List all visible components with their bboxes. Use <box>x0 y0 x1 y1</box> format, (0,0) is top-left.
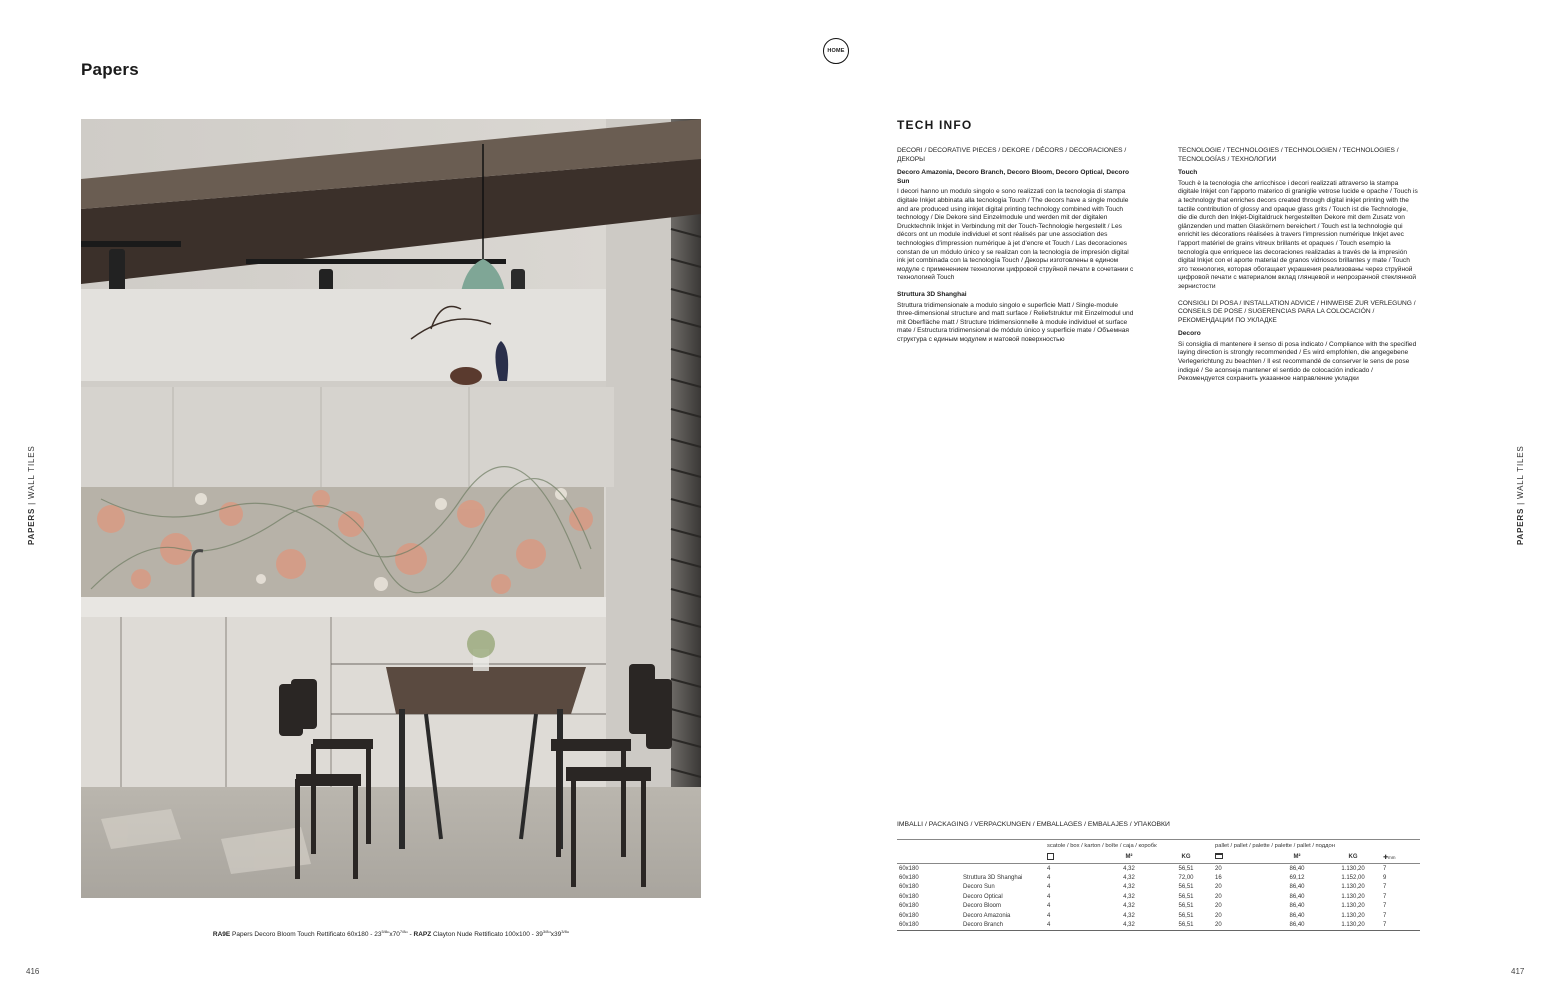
cell-pm2: 86,40 <box>1289 884 1305 891</box>
cell-pkg: 1.130,20 <box>1341 893 1365 900</box>
cell-boxes: 20 <box>1215 903 1222 910</box>
unit-pallet-kg: KG <box>1348 854 1358 861</box>
cell-m2: 4,32 <box>1123 884 1135 891</box>
structure-subheading: Struttura 3D Shanghai <box>897 290 967 298</box>
cell-pm2: 69,12 <box>1289 874 1305 881</box>
cell-mm: 7 <box>1383 884 1387 891</box>
caption-frac-1b: 7/8 <box>399 929 406 934</box>
caption-code-2: RAPZ <box>413 931 432 939</box>
side-label-left <box>24 445 38 545</box>
cell-pcs: 4 <box>1047 874 1051 881</box>
cell-size: 60x180 <box>899 865 919 872</box>
caption-text-2c: " <box>566 931 570 939</box>
cell-pm2: 86,40 <box>1269 921 1325 931</box>
cell-boxes: 20 <box>1215 893 1222 900</box>
cell-mm: 7 <box>1383 893 1387 900</box>
tech-info-title: TECH INFO <box>897 118 973 132</box>
side-label-bold: PAPERS <box>27 507 36 545</box>
caption-text-1: Papers Decoro Bloom Touch Rettificato 60x180 - 23 <box>230 931 382 939</box>
cell-m2: 4,32 <box>1123 874 1135 881</box>
cell-boxes: 20 <box>1215 865 1222 872</box>
touch-paragraph: Touch è la tecnologia che arricchisce i decori realizzati attraverso la stampa digitale Inkjet con l'apporto materico di graniglie vetrose lucide e opache / Touch is a technology that enriches decors created through digital inkjet printing with the tactile contribution of glossy and opaque glass grits / Touch ist die Technologie, die die durch den Inkjet-Digitaldruck hergestellten Dekore mit dem Zusatz von glänzenden und matten Glaskörnern bereichert / Touch est la technologie qui enrichit les décorations réalisées à travers l'impression numérique Inkjet avec l'apport matériel de grains vitreux brillants et opaques / Touch esempio la tecnología que enriquece las decoraciones realizadas a través de la impresión digital Inkjet con el aporte material de granos vidriosos brillantes y mate / Touch это технология, которая обогащает украшения реализованы через струйной цифровой печати с материалом вклад глянцевой и непрозрачной стеклянной зернистости <box>1178 179 1418 290</box>
cell-kg: 56,51 <box>1178 884 1194 891</box>
cell-boxes: 20 <box>1215 912 1222 919</box>
cell-mm: 7 <box>1381 921 1420 931</box>
home-button[interactable] <box>823 38 849 64</box>
cell-m2: 4,32 <box>1099 921 1159 931</box>
cell-pkg: 1.130,20 <box>1341 884 1365 891</box>
caption-text-2b: "x39 <box>548 931 562 939</box>
caption-frac-1: 5/8 <box>381 929 388 934</box>
cell-name: Decoro Sun <box>963 884 995 891</box>
cell-size: 60x180 <box>899 912 919 919</box>
cell-pcs: 4 <box>1045 921 1099 931</box>
cell-boxes: 20 <box>1215 884 1222 891</box>
technologies-heading: TECNOLOGIE / TECHNOLOGIES / TECHNOLOGIEN / TECHNOLOGIES / TECNOLOGÍAS / ТЕХНОЛОГИИ <box>1178 147 1399 163</box>
decors-subheading: Decoro Amazonia, Decoro Branch, Decoro Bloom, Decoro Optical, Decoro Sun <box>897 169 1130 185</box>
cell-pm2: 86,40 <box>1289 865 1305 872</box>
kitchen-photo <box>81 119 701 898</box>
table-row <box>897 892 1420 902</box>
installation-heading: CONSIGLI DI POSA / INSTALLATION ADVICE / HINWEISE ZUR VERLEGUNG / CONSEILS DE POSE / SUGERENCIAS PARA LA COLOCACIÓN / РЕКОМЕНДАЦИИ ПО УКЛАДКЕ <box>1178 299 1416 324</box>
cell-mm: 7 <box>1383 903 1387 910</box>
unit-pallet-m2: M² <box>1293 854 1301 861</box>
page-title: Papers <box>81 60 139 79</box>
packaging-table <box>897 839 1420 931</box>
cell-pkg: 1.130,20 <box>1341 865 1365 872</box>
cell-name: Decoro Branch <box>961 921 1045 931</box>
cell-pcs: 4 <box>1047 903 1051 910</box>
table-row <box>897 911 1420 921</box>
cell-m2: 4,32 <box>1123 912 1135 919</box>
cell-size: 60x180 <box>899 893 919 900</box>
packaging-units-row <box>897 852 1420 864</box>
cell-kg: 56,51 <box>1178 903 1194 910</box>
cell-kg: 56,51 <box>1178 912 1194 919</box>
cell-kg: 56,51 <box>1159 921 1213 931</box>
cell-kg: 72,00 <box>1178 874 1194 881</box>
caption-frac-2: 3/8 <box>542 929 549 934</box>
page-number-left: 416 <box>26 967 40 976</box>
cell-name: Decoro Bloom <box>963 903 1002 910</box>
table-row <box>897 873 1420 883</box>
cell-pkg: 1.130,20 <box>1325 921 1381 931</box>
cell-boxes: 16 <box>1215 874 1222 881</box>
packaging-title: IMBALLI / PACKAGING / VERPACKUNGEN / EMBALLAGES / EMBALAJES / УПАКОВКИ <box>897 821 1170 828</box>
cell-pcs: 4 <box>1047 865 1051 872</box>
cell-pkg: 1.130,20 <box>1341 912 1365 919</box>
home-button-label: HOME <box>827 48 845 54</box>
cell-m2: 4,32 <box>1123 865 1135 872</box>
box-icon <box>1047 853 1054 860</box>
cell-pkg: 1.130,20 <box>1341 903 1365 910</box>
decors-heading: DECORI / DECORATIVE PIECES / DEKORE / DÉCORS / DECORACIONES / ДЕКОРЫ <box>897 147 1127 163</box>
decoro-paragraph: Si consiglia di mantenere il senso di posa indicato / Compliance with the specified laying direction is strongly recommended / Es wird empfohlen, die angegebene Verlegerichtung zu beachten / Il est recommandé de conserver le sens de pose indiqué / Se aconseja mantener el sentido de colocación indicado / Рекомендуется сохранить указанное направление укладки <box>1178 340 1417 383</box>
cell-m2: 4,32 <box>1123 903 1135 910</box>
packaging-rows <box>897 864 1420 931</box>
tech-info-left-column <box>897 147 1137 352</box>
cell-pcs: 4 <box>1047 884 1051 891</box>
page-number-right: 417 <box>1511 967 1525 976</box>
unit-kg: KG <box>1181 854 1191 861</box>
tech-info-right-column <box>1178 147 1418 392</box>
cell-name: Decoro Amazonia <box>963 912 1011 919</box>
cell-pcs: 4 <box>1047 893 1051 900</box>
cell-name: Decoro Optical <box>963 893 1003 900</box>
cell-kg: 56,51 <box>1178 865 1194 872</box>
cell-mm: 7 <box>1383 912 1387 919</box>
table-row <box>897 864 1420 874</box>
caption-code-1: RA9E <box>212 931 231 939</box>
cell-pkg: 1.152,00 <box>1341 874 1365 881</box>
unit-m2: M² <box>1125 854 1133 861</box>
side-label-right <box>1513 445 1527 545</box>
cell-pm2: 86,40 <box>1289 912 1305 919</box>
unit-mm: mm <box>1388 854 1396 860</box>
cell-pm2: 86,40 <box>1289 893 1305 900</box>
caption-text-1b: "x70 <box>387 931 400 939</box>
caption-text-1c: " - <box>405 931 414 939</box>
cell-pcs: 4 <box>1047 912 1051 919</box>
pallet-group-label: pallet / pallet / palette / palette / pallet / поддон <box>1213 840 1420 852</box>
cell-name: Struttura 3D Shanghai <box>963 874 1023 881</box>
cell-size: 60x180 <box>899 903 919 910</box>
side-label-bold: PAPERS <box>1516 507 1525 545</box>
pallet-icon <box>1215 853 1223 859</box>
table-row <box>897 902 1420 912</box>
touch-subheading: Touch <box>1178 169 1198 177</box>
cell-kg: 56,51 <box>1178 893 1194 900</box>
packaging-group-row <box>897 840 1420 852</box>
caption-text-2: Clayton Nude Rettificato 100x100 - 39 <box>431 931 543 939</box>
cell-size: 60x180 <box>899 884 919 891</box>
cell-mm: 7 <box>1383 865 1387 872</box>
cell-boxes: 20 <box>1213 921 1269 931</box>
cell-pm2: 86,40 <box>1289 903 1305 910</box>
thickness-icon: ✚ <box>1383 854 1389 861</box>
cell-size: 60x180 <box>899 874 919 881</box>
decoro-subheading: Decoro <box>1178 330 1201 338</box>
side-label-rest: | WALL TILES <box>27 445 36 508</box>
photo-caption <box>81 929 701 938</box>
structure-paragraph: Struttura tridimensionale a modulo singolo e superficie Matt / Single-module three-dimensional structure and matt surface / Reliefstruktur mit Einzelmodul und mit Oberfläche matt / Structure tridimensionnelle à module individuel et surface mate / Estructura tridimensional de módulo único y superficie mate / Объемная структура с единым модулем и матовой поверхностью <box>897 301 1134 343</box>
side-label-rest: | WALL TILES <box>1516 445 1525 508</box>
caption-frac-2b: 3/8 <box>561 929 567 934</box>
cell-m2: 4,32 <box>1123 893 1135 900</box>
table-row <box>897 921 1420 931</box>
box-group-label: scatole / box / karton / boîte / caja / коробк <box>1045 840 1213 852</box>
table-row <box>897 883 1420 893</box>
cell-mm: 9 <box>1383 874 1387 881</box>
decors-paragraph: I decori hanno un modulo singolo e sono realizzati con la tecnologia di stampa digitale Inkjet abbinata alla tecnologia Touch / The decors have a single module and are produced using inkjet digital printing technology combined with Touch technology / Die Dekore sind Einzelmodule und werden mit der digitalen Drucktechnik Inkjet in Verbindung mit der Touch-Technologie hergestellt / Les décors ont un module individuel et sont réalisés par une association des technologies d'impression numérique à jet d'encre et Touch / Las decoraciones constan de un módulo único y se realizan con la tecnología de impresión digital ink jet combinada con la tecnología Touch / Декоры изготовлены в едином модуле с применением технологии цифровой струйной печати в сочетании с технологией Touch <box>897 188 1134 282</box>
cell-name <box>961 864 1045 874</box>
cell-size: 60x180 <box>897 921 961 931</box>
